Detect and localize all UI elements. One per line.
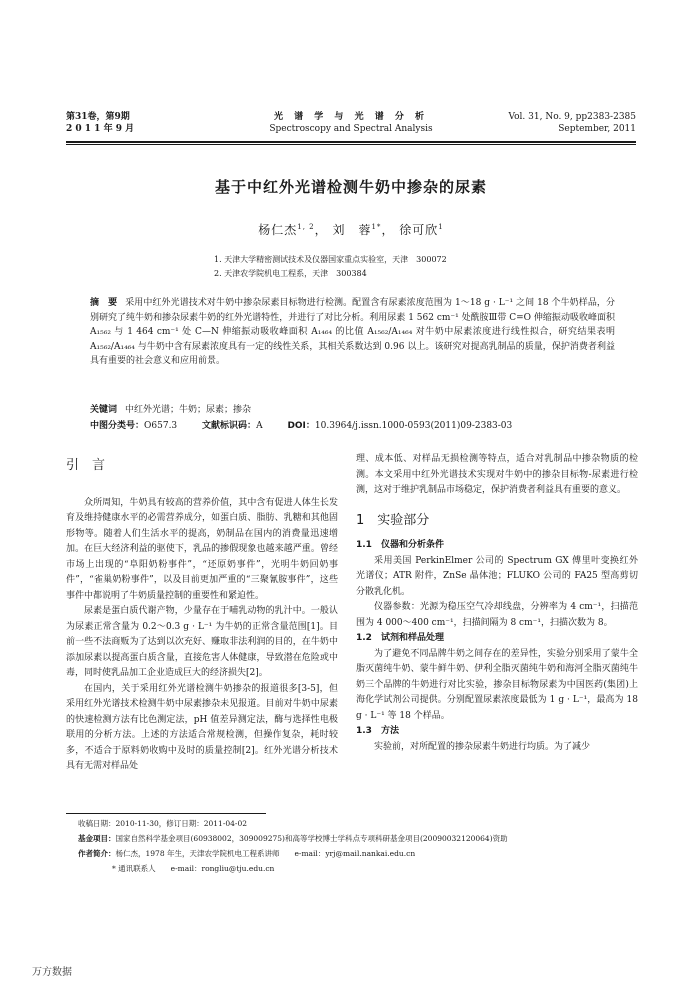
journal-name-en: Spectroscopy and Spectral Analysis xyxy=(269,124,433,134)
author: 刘 蓉$^{1*}$ xyxy=(332,223,382,237)
doi-label: DOI： xyxy=(287,421,315,431)
left-column xyxy=(66,458,338,775)
date-en: September, 2011 xyxy=(558,124,636,134)
footnote-fund xyxy=(78,831,638,846)
author: 杨仁杰$^{1, 2}$ xyxy=(258,223,315,237)
section-heading-intro: 引 言 xyxy=(66,458,106,473)
paragraph: 采用美国 PerkinElmer 公司的 Spectrum GX 傅里叶变换红外光谱仪；ATR 附件，ZnSe 晶体池；FLUKO 公司的 FA25 型高剪切分散乳化机。 xyxy=(356,555,638,597)
paragraph: 理、成本低、对样品无损检测等特点，适合对乳制品中掺杂物质的检测。本文采用中红外光谱技术实现对牛奶中的掺杂目标物-尿素进行检测，这对于维护乳制品市场稳定，保护消费者利益具有重要的意义。 xyxy=(356,454,638,495)
affiliation: 2. 天津农学院机电工程系，天津 300384 xyxy=(214,269,367,278)
subsection-heading: 1.3 方法 xyxy=(356,726,399,736)
author: 徐可欣$^1$ xyxy=(399,223,444,237)
paragraph: 为了避免不同品牌牛奶之间存在的差异性，实验分别采用了蒙牛全脂灭菌纯牛奶、蒙牛鲜牛奶、伊利全脂灭菌纯牛奶和海河全脂灭菌纯牛奶三个品牌的牛奶进行对比实验，掺杂目标物尿素为中国医药(集团)上海化学试剂公司提供。分别配置尿素浓度最低为 1 g · L⁻¹，最高为 18 g · L⁻¹ 等 18 个样品。 xyxy=(356,648,638,721)
fund-text: 国家自然科学基金项目(60938002，309009275)和高等学校博士学科点专项科研基金项目(20090032120064)资助 xyxy=(115,834,508,843)
date-zh: 2 0 1 1 年 9 月 xyxy=(66,124,135,134)
keywords-text: 中红外光谱；牛奶；尿素；掺杂 xyxy=(125,405,252,415)
volume-zh: 第31卷，第9期 xyxy=(66,112,130,122)
running-header xyxy=(66,111,636,139)
subsection-heading: 1.1 仪器和分析条件 xyxy=(356,540,444,550)
doc-code-value: A xyxy=(256,421,263,431)
header-rule-thick xyxy=(66,141,636,143)
watermark: 万方数据 xyxy=(32,967,72,978)
volume-en: Vol. 31, No. 9, pp2383-2385 xyxy=(508,112,636,122)
author-list: 杨仁杰$^{1, 2}$， 刘 蓉$^{1*}$， 徐可欣$^1$ xyxy=(258,223,444,237)
footnote-bio xyxy=(78,846,638,861)
header-right xyxy=(508,111,636,135)
doc-code-label: 文献标识码： xyxy=(202,421,257,431)
journal-name-zh: 光 谱 学 与 光 谱 分 析 xyxy=(274,112,428,122)
doi-value: 10.3964/j.issn.1000-0593(2011)09-2383-03 xyxy=(314,421,513,431)
paragraph: 仪器参数：光源为稳压空气冷却线盘，分辨率为 4 cm⁻¹，扫描范围为 4 000～400 cm⁻¹，扫描间隔为 8 cm⁻¹，扫描次数为 8。 xyxy=(356,602,638,628)
fund-label: 基金项目： xyxy=(78,834,116,843)
bio-label: 作者简介： xyxy=(78,849,116,858)
bio-text: 杨仁杰，1978 年生，天津农学院机电工程系讲师 e-mail：yrj@mail.nankai.edu.cn xyxy=(115,849,416,858)
abstract xyxy=(90,296,615,369)
affiliation: 1. 天津大学精密测试技术及仪器国家重点实验室，天津 300072 xyxy=(214,255,447,264)
footnote-rule xyxy=(66,813,266,814)
abstract-label: 摘 要 xyxy=(90,298,118,308)
right-column xyxy=(356,452,638,755)
paper-title: 基于中红外光谱检测牛奶中掺杂的尿素 xyxy=(214,178,487,196)
abstract-text: 采用中红外光谱技术对牛奶中掺杂尿素目标物进行检测。配置含有尿素浓度范围为 1～18 g · L⁻¹ 之间 18 个牛奶样品，分别研究了纯牛奶和掺杂尿素牛奶的红外光谱特性，并进行了对比分析。利用尿素 1 562 cm⁻¹ 处酰胺Ⅲ带 C=O 伸缩振动吸收峰面积 A₁₅₆₂ 与 1 464 cm⁻¹ 处 C—N 伸缩振动吸收峰面积 A₁₄₆₄ 的比值 A₁₅₆₂/A₁₄₆₄ 对牛奶中尿素浓度进行线性拟合，研究结果表明 A₁₅₆₂/A₁₄₆₄ 与牛奶中含有尿素浓度具有一定的线性关系，其相关系数达到 0.96 以上。该研究对提高乳制品的质量，保护消费者利益具有重要的社会意义和应用前景。 xyxy=(90,298,615,366)
header-rule-thin xyxy=(66,144,636,145)
keywords xyxy=(90,404,615,417)
clc-value: O657.3 xyxy=(144,421,178,431)
footnote-corresponding: * 通讯联系人 e-mail：rongliu@tju.edu.cn xyxy=(112,864,275,873)
section-heading-experiment: 1 实验部分 xyxy=(356,512,430,528)
paragraph: 众所周知，牛奶具有较高的营养价值，其中含有促进人体生长发育及维持健康水平的必需营养成分，如蛋白质、脂肪、乳糖和其他固形物等。随着人们生活水平的提高，奶制品在国内的消费量迅速增加。在巨大经济利益的驱使下，乳品的掺假现象也越来越严重。曾经市场上出现的“阜阳奶粉事件”，“还原奶事件”，光明牛奶回奶事件”，“雀巢奶粉事件”，以及目前更加严重的“三聚氰胺事件”，这些事件中都说明了牛奶质量控制的重要性和紧迫性。 xyxy=(66,497,338,601)
clc-label: 中图分类号： xyxy=(90,421,145,431)
keywords-label: 关键词 xyxy=(90,405,118,415)
subsection-heading: 1.2 试剂和样品处理 xyxy=(356,633,444,643)
paragraph: 尿素是蛋白质代谢产物，少量存在于哺乳动物的乳汁中。一般认为尿素正常含量为 0.2～0.3 g · L⁻¹ 为牛奶的正常含量范围[1]。目前一些不法商贩为了达到以次充好、赚取非法利润的目的，在牛奶中添加尿素以提高蛋白质含量，直接危害人体健康，导致潜在危险或中毒，同时使乳品加工企业造成巨大的经济损失[2]。 xyxy=(66,606,338,678)
paragraph: 在国内，关于采用红外光谱检测牛奶掺杂的报道很多[3-5]，但采用红外光谱技术检测牛奶中尿素掺杂未见报道。目前对牛奶中尿素的快速检测方法有比色测定法，pH 值差异测定法，酶与选择性电极联用的分析方法。上述的方法适合常规检测，但操作复杂，耗时较多，不适合于原料奶收购中及时的质量控制[2]。红外光谱分析技术具有无需对样品处 xyxy=(66,683,338,771)
classification-line xyxy=(90,420,615,433)
paragraph: 实验前，对所配置的掺杂尿素牛奶进行均质。为了减少 xyxy=(374,741,591,752)
footnote-received: 收稿日期：2010-11-30，修订日期：2011-04-02 xyxy=(78,819,247,828)
